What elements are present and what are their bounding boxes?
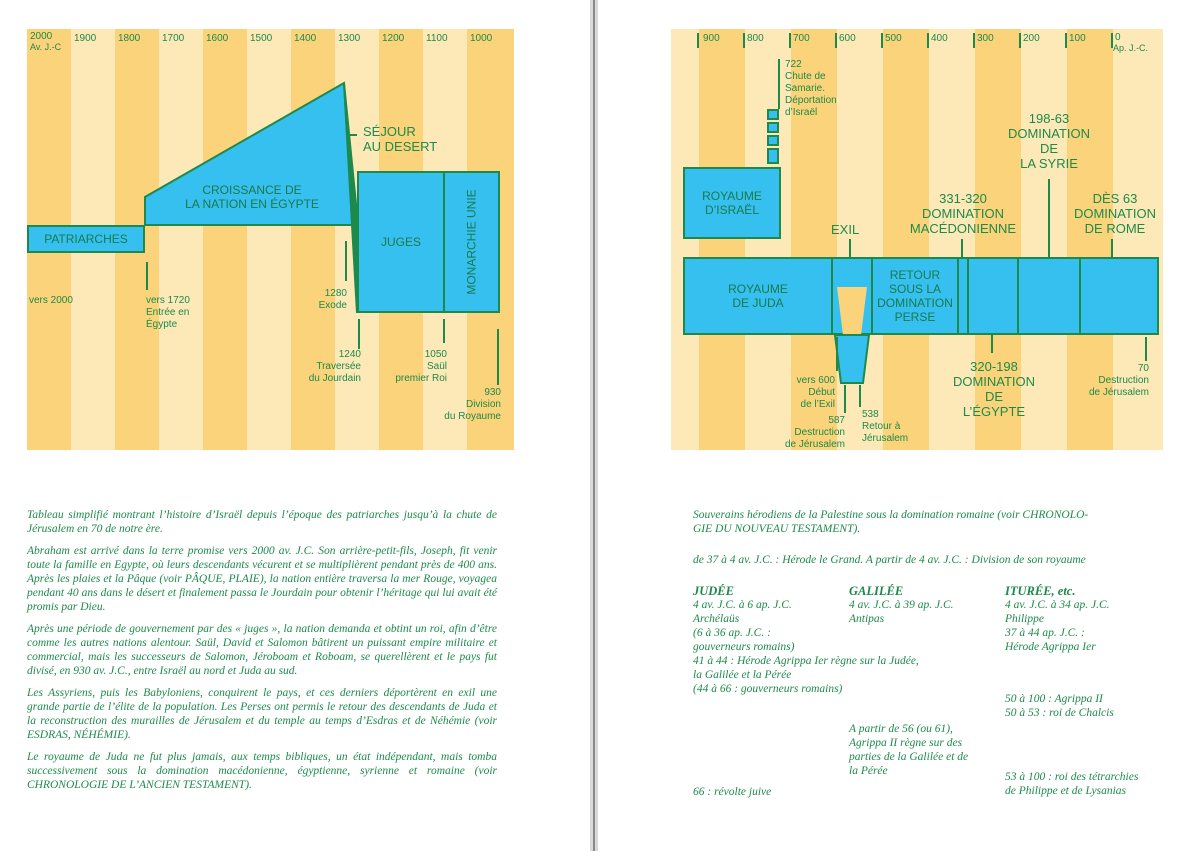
ituree-agrippa: 50 à 100 : Agrippa II 50 à 53 : roi de Chalcis [1005, 693, 1114, 719]
axis-label-1000: 1000 [470, 33, 493, 44]
heading-rome: DÈS 63 DOMINATION DE ROME [1073, 191, 1157, 236]
event-587: 587 Destruction de Jérusalem [784, 415, 845, 450]
axis-label-1100: 1100 [426, 33, 448, 44]
event-line-930 [497, 329, 499, 385]
event-722: 722 Chute de Samarie. Déportation d’Israël [785, 59, 837, 118]
axis-label-800: 800 [747, 33, 764, 44]
left-timeline-chart [27, 29, 514, 450]
heading-macedonienne: 331-320 DOMINATION MACÉDONIENNE [909, 191, 1017, 236]
axis-label-300: 300 [977, 33, 994, 44]
axis-label-1800: 1800 [118, 33, 141, 44]
event-line-600 [836, 337, 838, 371]
event-1050: 1050 Saül premier Roi [395, 349, 447, 384]
heading-syrie: 198-63 DOMINATION DE LA SYRIE [1007, 111, 1091, 171]
axis-label-500: 500 [885, 33, 902, 44]
event-1280: 1280 Exode [318, 288, 347, 311]
axis-label-200: 200 [1023, 33, 1040, 44]
axis-label-100: 100 [1069, 33, 1086, 44]
galilee-heading: GALILÉE [849, 584, 904, 598]
event-line-1720 [146, 262, 148, 290]
event-930: 930 Division du Royaume [444, 387, 501, 422]
spine-divider [593, 0, 595, 851]
paragraph: Après une période de gouvernement par des « juges », la nation demanda et obtint un roi, afin d’être comme les autres nations alentour. Saül, David et Salomon bâtirent un puissant empire militaire et commercial, mais les successeurs de Salomon, Jéroboam et Roboam, se querellèrent et le pays fut divisé, en 930 av. J.C., entre Israël au nord et Juda au sud. [27, 623, 497, 677]
event-538: 538 Retour à Jérusalem [862, 409, 909, 444]
axis-label-1300: 1300 [338, 33, 361, 44]
intro-line: Souverains hérodiens de la Palestine sous la domination romaine (voir CHRONOLO- [693, 509, 1089, 521]
paragraph: Les Assyriens, puis les Babyloniens, conquirent le pays, et ces derniers déportèrent en exil une grande partie de l’élite de la population. Les Perses ont permis le retour des descendants de Juda et la reconstruction des murailles de Jérusalem et du temple au temps d’Esdras et de Néhémie (voir ESDRAS, NÉHÉMIE). [27, 687, 497, 741]
retour-box: RETOUR SOUS LA DOMINATION PERSE [871, 257, 959, 335]
event-line-538 [859, 385, 861, 407]
axis-label-600: 600 [839, 33, 856, 44]
herode-line: de 37 à 4 av. J.C. : Hérode le Grand. A partir de 4 av. J.C. : Division de son royaume [693, 554, 1086, 566]
exil-label: EXIL [831, 222, 860, 237]
monarchie-label: MONARCHIE UNIE [464, 189, 479, 295]
ituree-tetrarchies: 53 à 100 : roi des tétrarchies de Philippe et de Lysanias [1005, 771, 1139, 797]
israel-box: ROYAUME D’ISRAËL [683, 167, 781, 239]
juges-box: JUGES [357, 171, 445, 313]
ituree-heading: ITURÉE, etc. [1005, 584, 1076, 598]
axis-label-400: 400 [931, 33, 948, 44]
intro-line: GIE DU NOUVEAU TESTAMENT). [693, 523, 861, 535]
axis-label-1600: 1600 [206, 33, 229, 44]
axis-label-1500: 1500 [250, 33, 273, 44]
axis-label-0: 0 Ap. J.-C. [1113, 32, 1149, 53]
axis-label-1700: 1700 [162, 33, 185, 44]
exil-funnel-shape [835, 335, 869, 383]
paragraph: Tableau simplifié montrant l’histoire d’Israël depuis l’époque des patriarches jusqu’à la chute de Jérusalem en 70 de notre ère. [27, 509, 497, 535]
juda-box: ROYAUME DE JUDA [683, 257, 833, 335]
axis-label-1200: 1200 [382, 33, 405, 44]
heading-egypte: 320-198 DOMINATION DE L’ÉGYPTE [952, 359, 1036, 419]
right-description [693, 508, 1173, 536]
event-line-1280 [345, 241, 347, 281]
event-600: vers 600 Début de l’Exil [796, 375, 835, 410]
axis-label-700: 700 [793, 33, 810, 44]
axis-label-1900: 1900 [74, 33, 97, 44]
event-1720: vers 1720 Entrée en Égypte [146, 295, 190, 330]
paragraph: Le royaume de Juda ne fut plus jamais, aux temps bibliques, un état indépendant, mais tomba successivement sous la domination macédonienne, égyptienne, syrienne et romaine (voir CHRONOLOGIE DE L’ANCIEN TESTAMENT). [27, 751, 497, 791]
egypte-tick [991, 335, 993, 353]
column-judee: JUDÉE 4 av. J.C. à 6 ap. J.C. Archélaüs (6 à 36 ap. J.C. : gouverneurs romains) 41 à 44 : Hérode Agrippa Ier règne sur la Judée, la Galilée et la Pérée (44 à 66 : gouverneurs romains) [693, 584, 993, 696]
axis-label-2000: 2000 Av. J.-C [30, 31, 62, 52]
axis-label-900: 900 [703, 33, 720, 44]
event-line-1240 [358, 319, 360, 349]
sejour-label: SÉJOUR AU DESERT [363, 124, 438, 154]
paragraph: Abraham est arrivé dans la terre promise vers 2000 av. J.C. Son arrière-petit-fils, Joseph, fit venir toute la famille en Egypte, où leurs descendants vécurent et se multiplièrent pendant près de 400 ans. Après les plaies et la Pâque (voir PÂQUE, PLAIE), la nation entière traversa la mer Rouge, voyagea pendant 40 ans dans le désert et finalement passa le Jourdain pour obtenir l’héritage qui lui avait été promis par Dieu. [27, 545, 497, 613]
exil-window [837, 287, 867, 335]
judee-heading: JUDÉE [693, 584, 734, 598]
event-line-70 [1145, 337, 1147, 361]
event-line-1050 [443, 319, 445, 343]
right-timeline-chart [671, 29, 1163, 450]
patriarches-box: PATRIARCHES [27, 225, 145, 253]
event-1240: 1240 Traversée du Jourdain [308, 349, 361, 384]
column-galilee: GALILÉE 4 av. J.C. à 39 ap. J.C. Antipas [849, 584, 999, 626]
revolte-line: 66 : révolte juive [693, 786, 772, 798]
axis-label-1400: 1400 [294, 33, 317, 44]
event-2000: vers 2000 [29, 295, 73, 306]
column-ituree: ITURÉE, etc. 4 av. J.C. à 34 ap. J.C. Philippe 37 à 44 ap. J.C. : Hérode Agrippa Ier [1005, 584, 1175, 654]
galilee-later: A partir de 56 (ou 61), Agrippa II règne sur des parties de la Galilée et de la Pérée [849, 723, 969, 777]
croissance-label: CROISSANCE DE LA NATION EN ÉGYPTE [185, 183, 319, 211]
left-description [27, 508, 497, 800]
event-line-587 [844, 385, 846, 413]
event-70: 70 Destruction de Jérusalem [1088, 363, 1149, 398]
monarchie-box [443, 171, 500, 313]
